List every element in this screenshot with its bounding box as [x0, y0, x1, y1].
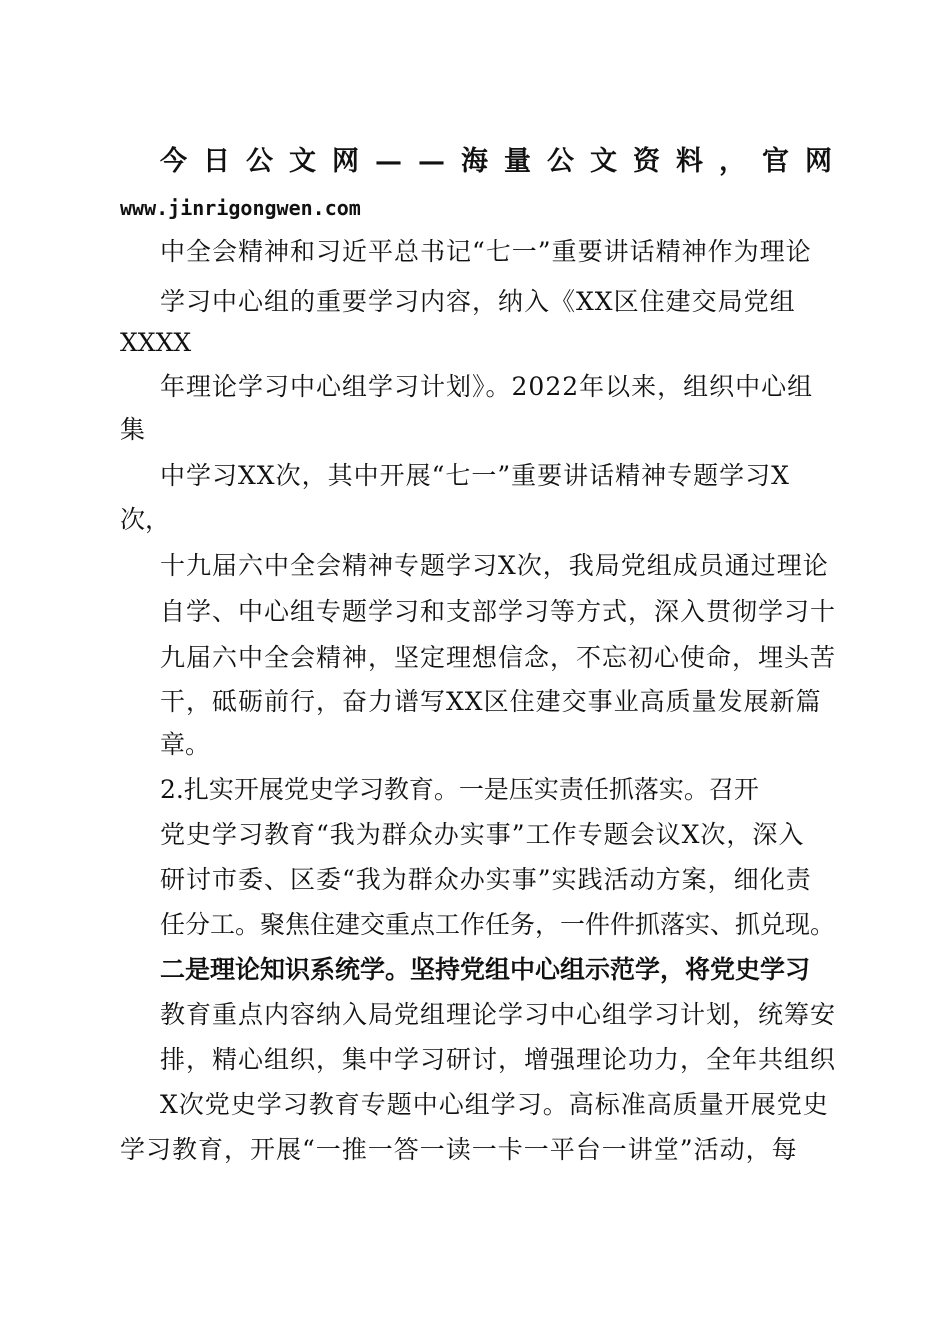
body-line: 党史学习教育“我为群众办实事”工作专题会议X次，深入 [160, 820, 805, 849]
body-line: 年理论学习中心组学习计划》。2022年以来，组织中心组 [160, 372, 814, 401]
body-line: 中学习XX次，其中开展“七一”重要讲话精神专题学习X [160, 461, 790, 490]
body-line: 干，砥砺前行，奋力谱写XX区住建交事业高质量发展新篇 [160, 687, 822, 716]
body-line: 集 [120, 415, 146, 444]
body-line: 十九届六中全会精神专题学习X次，我局党组成员通过理论 [160, 551, 829, 580]
body-line: 排，精心组织，集中学习研讨，增强理论功力，全年共组织 [160, 1045, 837, 1074]
body-line: 研讨市委、区委“我为群众办实事”实践活动方案，细化责 [160, 865, 812, 894]
body-line: XXXX [120, 328, 192, 357]
body-line: 章。 [160, 730, 211, 759]
body-line: 任分工。聚焦住建交重点工作任务，一件件抓落实、抓兑现。 [160, 910, 836, 939]
body-line: 学习中心组的重要学习内容，纳入《XX区住建交局党组 [160, 287, 796, 316]
body-line: 九届六中全会精神，坚定理想信念，不忘初心使命，埋头苦 [160, 643, 837, 672]
body-line: 学习教育，开展“一推一答一读一卡一平台一讲堂”活动，每 [120, 1135, 798, 1164]
body-line: 自学、中心组专题学习和支部学习等方式，深入贯彻学习十 [160, 597, 837, 626]
bold-subheading-line: 二是理论知识系统学。坚持党组中心组示范学，将党史学习 [160, 955, 811, 984]
body-line: 次， [120, 505, 171, 534]
body-line: X次党史学习教育专题中心组学习。高标准高质量开展党史 [160, 1090, 829, 1119]
site-header-title: 今日公文网——海量公文资料，官网 [160, 146, 848, 177]
site-url: www.jinrigongwen.com [120, 196, 361, 220]
section-heading-line: 2.扎实开展党史学习教育。一是压实责任抓落实。召开 [160, 775, 759, 804]
body-line: 教育重点内容纳入局党组理论学习中心组学习计划，统筹安 [160, 1000, 837, 1029]
body-line: 中全会精神和习近平总书记“七一”重要讲话精神作为理论 [160, 237, 812, 266]
